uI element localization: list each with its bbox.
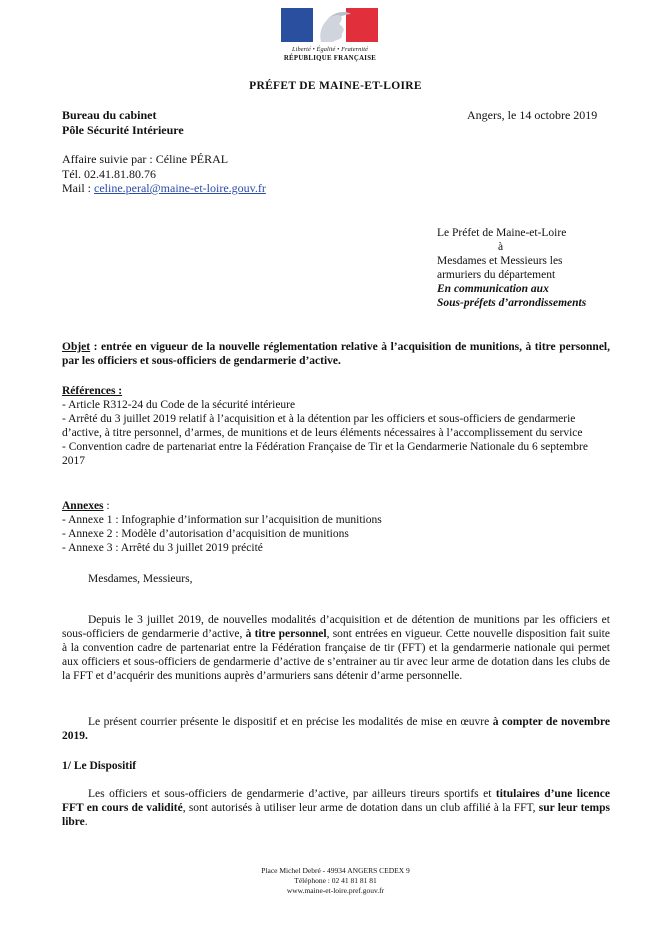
republic-motto: Liberté • Égalité • Fraternité [292,46,368,53]
marianne-logo [280,8,380,68]
objet-text: : entrée en vigueur de la nouvelle réglementation relative à l’acquisition de munitions, à titre personnel, par les officiers et sous-officiers de gendarmerie d’active. [62,341,610,367]
p3-part-d: sur leur temps libre [62,802,610,828]
p1-part-a: Depuis le 3 juillet 2019, de nouvelles modalités d’acquisition et de détention de munitions par les officiers et sous-officiers de gendarmerie d’active, [62,614,610,640]
salutation [62,572,636,586]
section-heading-dispositif: 1/ Le Dispositif [62,760,137,772]
reference-item: - Article R312-24 du Code de la sécurité intérieure [62,399,296,411]
contact-block [62,152,266,196]
p1-part-b: à titre personnel [245,628,327,640]
p2-part-b: à compter de novembre 2019. [62,716,611,742]
flag-red [346,8,378,42]
p2-part-a: Le présent courrier présente le dispositif et en précise les modalités de mise en œuvre [88,716,493,728]
footer-phone: Téléphone : 02 41 81 81 81 [294,876,377,885]
prefet-title: PRÉFET DE MAINE-ET-LOIRE [249,80,422,92]
p3-part-b: titulaires d’une licence FFT en cours de validité [62,788,610,814]
references-section [62,384,610,468]
mail-label: Mail : [62,181,94,195]
recipient-line-3: Mesdames et Messieurs les [437,255,563,267]
objet-paragraph [62,340,610,368]
bureau-line-1: Bureau du cabinet [62,108,157,122]
recipient-line-4: armuriers du département [437,269,556,281]
contact-mail-line [62,181,266,196]
annex-item: - Annexe 3 : Arrêté du 3 juillet 2019 précité [62,542,263,554]
p1-part-c: , sont entrées en vigueur. Cette nouvelle disposition fait suite à la convention cadre de partenariat entre la Fédération française de tir (FFT) et la gendarmerie nationale qui permet aux officiers et sous-officiers de gendarmerie d’active de s’entrainer au tir avec leur arme de dotation dans les clubs de la FFT et d’acquérir des munitions auprès d’armuriers sans détenir d’arme personnelle. [62,628,610,682]
letter-date: Angers, le 14 octobre 2019 [467,108,598,122]
annexes-heading: Annexes [62,500,104,512]
footer [0,866,671,896]
reference-item: - Arrêté du 3 juillet 2019 relatif à l’acquisition et à la détention par les officiers et sous-officiers de gendarmerie d’active, à titre personnel, d’armes, de munitions et de leurs éléments nécessaires à l’accomplissement du service [62,413,583,439]
bureau-line-2: Pôle Sécurité Intérieure [62,123,184,137]
footer-address: Place Michel Debré - 49934 ANGERS CEDEX 9 [261,866,410,875]
recipient-line-6: Sous-préfets d’arrondissements [437,297,587,309]
p3-part-c: , sont autorisés à utiliser leur arme de dotation dans un club affilié à la FFT, [182,802,539,814]
references-heading: Références : [62,385,123,397]
sender-bureau [62,108,184,138]
body-paragraph-2 [62,715,610,743]
recipient-line-5: En communication aux [437,283,549,295]
republic-name: RÉPUBLIQUE FRANÇAISE [283,55,377,62]
annexes-heading-line [62,499,610,513]
body-paragraph-1 [62,613,610,683]
p3-part-a: Les officiers et sous-officiers de gendarmerie d’active, par ailleurs tireurs sportifs et [88,788,496,800]
reference-item: - Convention cadre de partenariat entre la Fédération Française de Tir et la Gendarmerie Nationale du 6 septembre 2017 [62,441,588,467]
annex-item: - Annexe 1 : Infographie d’information sur l’acquisition de munitions [62,514,382,526]
recipient-line-2: à [498,241,504,253]
flag-blue [281,8,313,42]
contact-person: Affaire suivie par : Céline PÉRAL [62,152,229,166]
recipient-line-1: Le Préfet de Maine-et-Loire [437,227,567,239]
contact-phone: Tél. 02.41.81.80.76 [62,166,156,181]
footer-website[interactable]: www.maine-et-loire.pref.gouv.fr [286,886,385,895]
body-paragraph-3 [62,787,610,829]
annexes-section [62,499,610,555]
marianne-flag-icon [281,8,378,42]
mail-link[interactable]: celine.peral@maine-et-loire.gouv.fr [94,181,266,195]
annexes-heading-suffix: : [103,500,110,512]
objet-label: Objet [62,341,91,353]
recipient-block [437,226,647,310]
annex-item: - Annexe 2 : Modèle d’autorisation d’acquisition de munitions [62,528,349,540]
salutation-text: Mesdames, Messieurs, [88,573,193,585]
p3-part-e: . [84,816,88,828]
